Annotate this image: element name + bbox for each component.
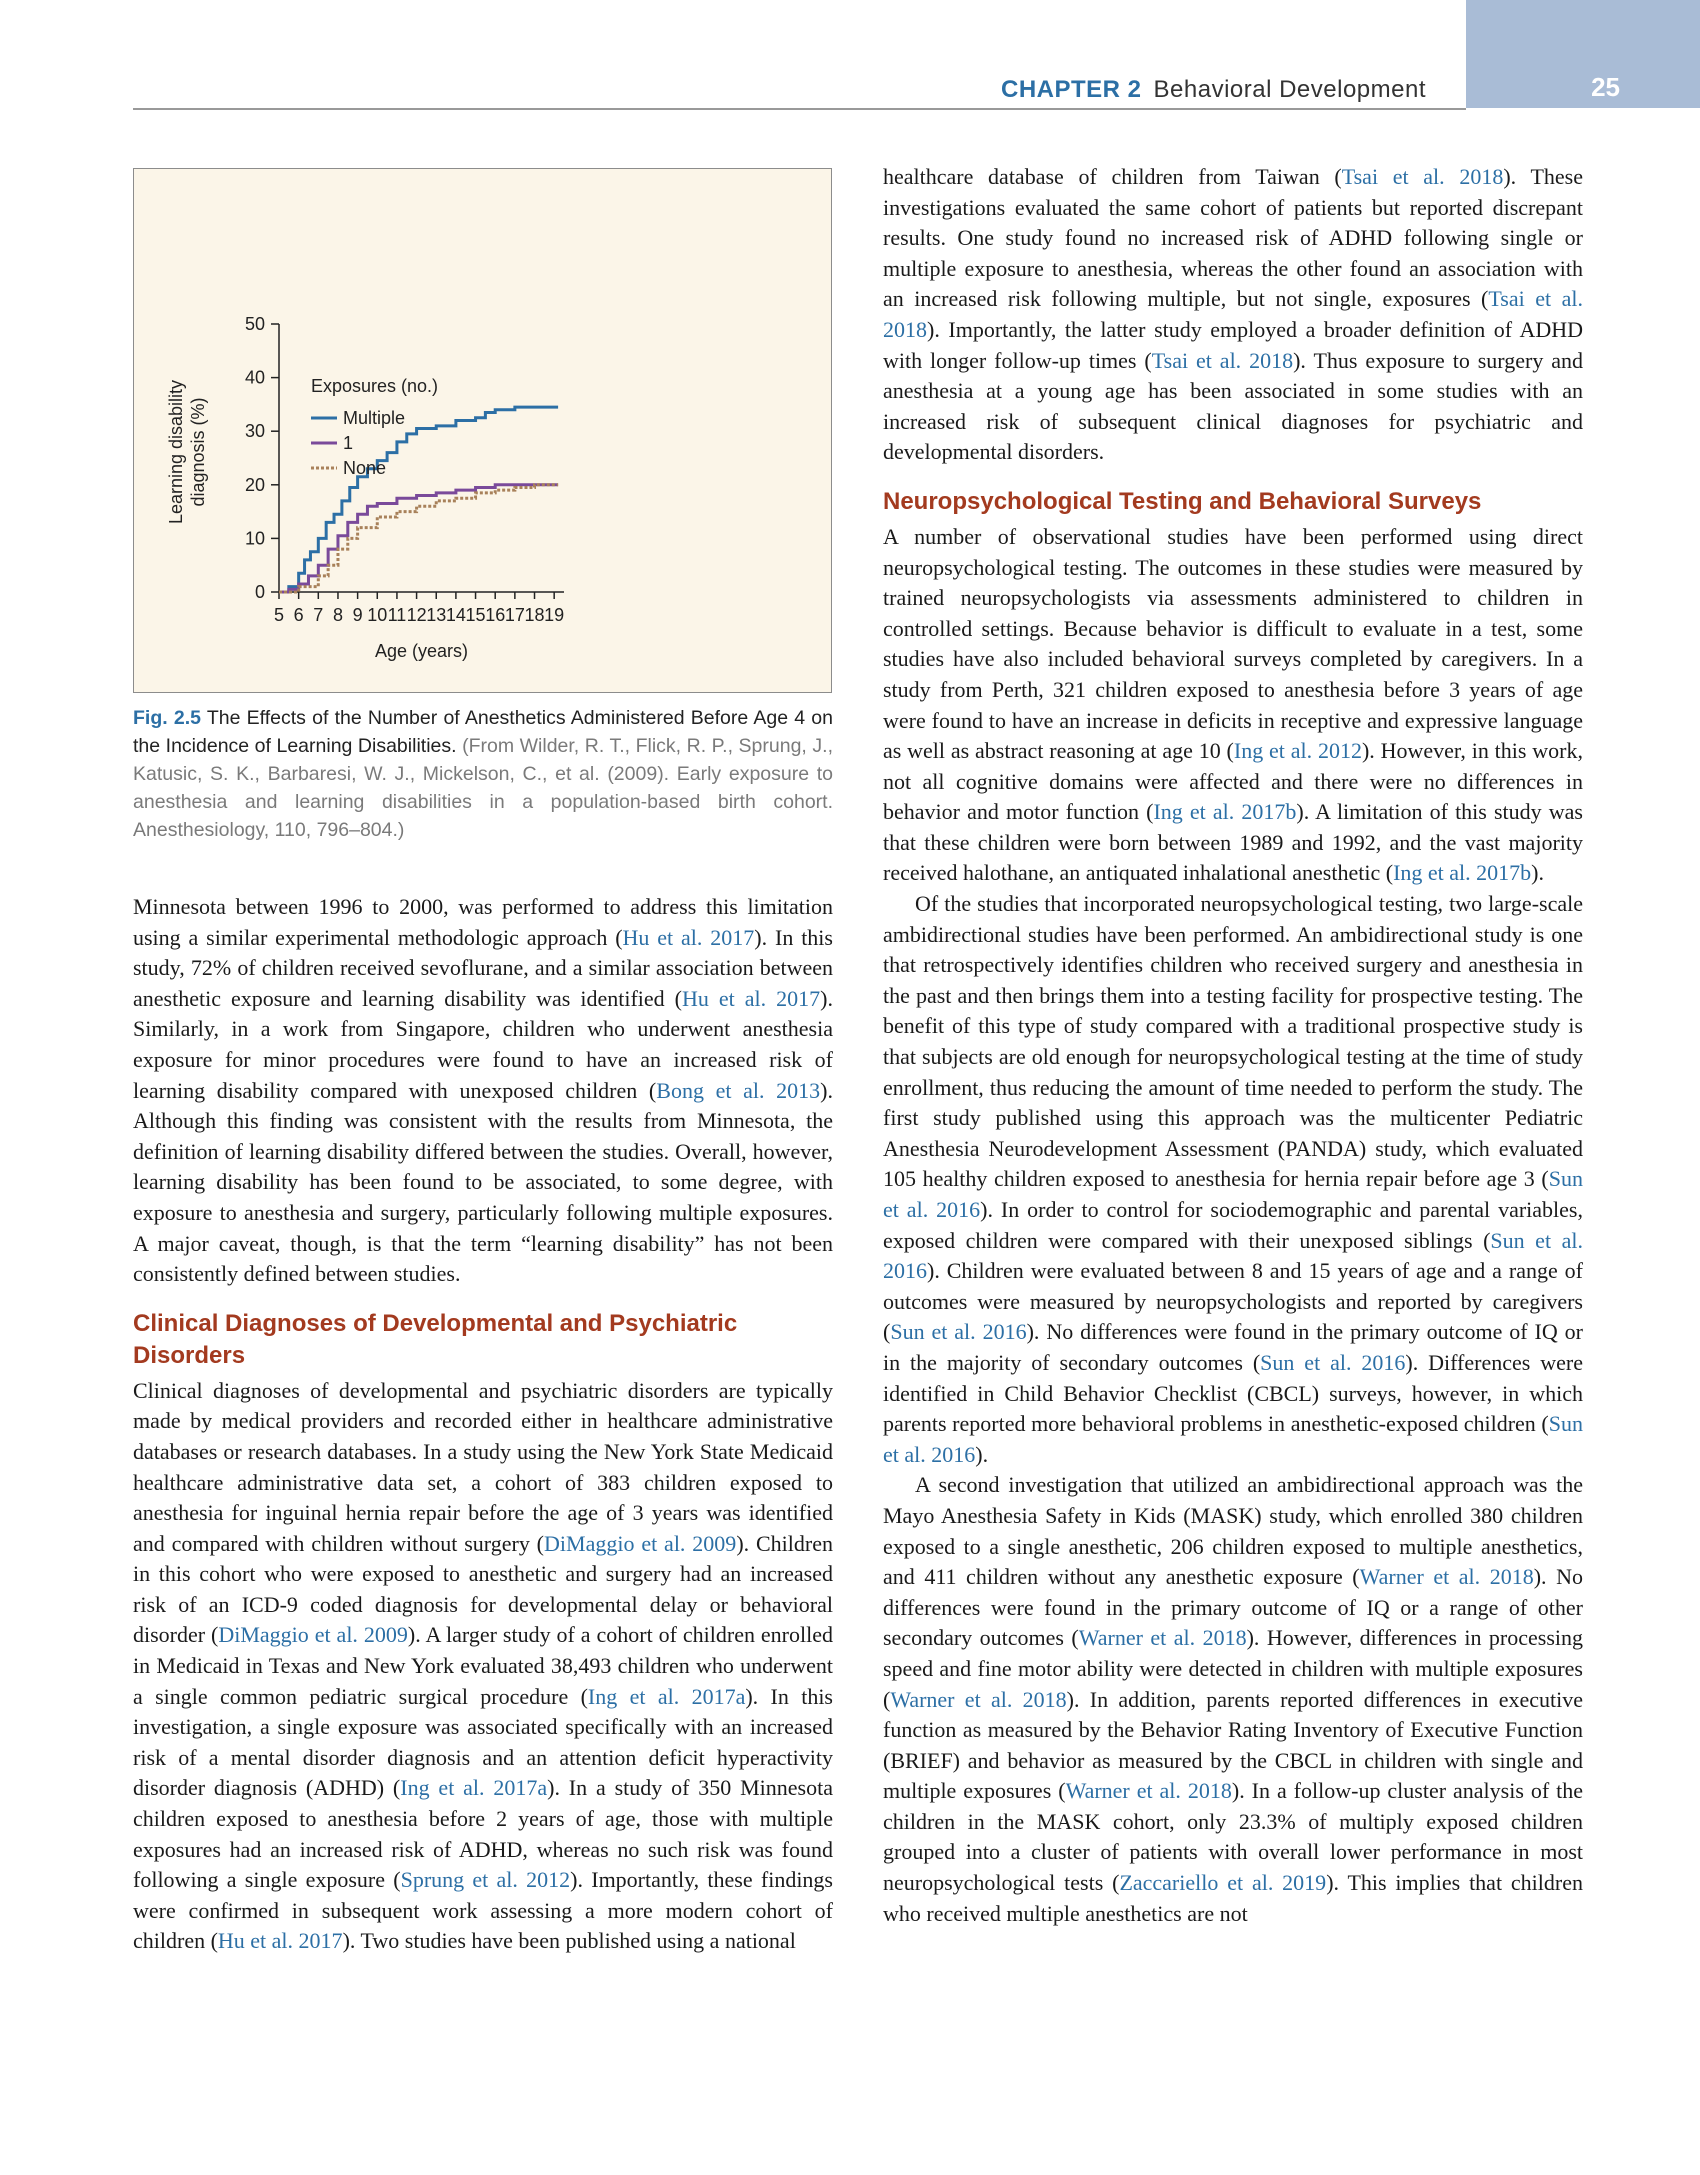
chapter-label: CHAPTER 2 — [1000, 76, 1142, 103]
citation-link[interactable]: Sprung et al. 2012 — [400, 1867, 571, 1893]
y-tick-label: 40 — [244, 367, 265, 388]
text-run: ). Similarly, in a work from Singapore, children who underwent anesthesia exposure for minor procedures were found to have an increased risk of learning disability compared with unexposed children ( — [133, 985, 833, 1103]
citation-link[interactable]: Zaccariello et al. 2019 — [1119, 1870, 1327, 1896]
citation-link[interactable]: DiMaggio et al. 2009 — [544, 1530, 737, 1556]
text-run: ). Importantly, these findings were confirmed in subsequent work assessing a more modern cohort of children ( — [133, 1867, 833, 1954]
citation-link[interactable]: Sun et al. 2016 — [883, 1411, 1583, 1467]
learning-disability-chart — [134, 169, 833, 694]
x-tick-label: 7 — [313, 605, 324, 625]
text-run: ). No differences were found in the primary outcome of IQ or in the majority of secondary outcomes ( — [883, 1319, 1583, 1375]
text-run: ). These investigations evaluated the same cohort of patients but reported discrepant results. One study found no increased risk of ADHD following single or multiple exposure to anesthesia, whereas the other found an association with an increased risk following multiple, but not single, exposures ( — [883, 164, 1583, 312]
text-run: A second investigation that utilized an ambidirectional approach was the Mayo Anesthesia Safety in Kids (MASK) study, which enrolled 380 children exposed to a single anesthetic, 206 children exposed to multiple anesthetics, and 411 children without any anesthetic exposure ( — [883, 1472, 1583, 1590]
citation-link[interactable]: Ing et al. 2017a — [587, 1683, 746, 1709]
citation-link[interactable]: Bong et al. 2013 — [656, 1077, 821, 1103]
text-run: healthcare database of children from Taiwan ( — [883, 164, 1342, 189]
page-number: 25 — [1591, 72, 1620, 102]
text-run: ). A limitation of this study was that these children were born between 1989 and 1992, and the vast majority received halothane, an antiquated inhalational anesthetic ( — [883, 799, 1583, 886]
y-axis-label: Learning disability — [166, 379, 186, 525]
text-run: ). In a follow-up cluster analysis of the children in the MASK cohort, only 23.3% of multiply exposed children grouped into a cluster of patients with overall lower performance in most neuropsychological tests ( — [883, 1778, 1584, 1896]
x-tick-label: 18 — [524, 605, 545, 625]
x-tick-label: 10 — [367, 605, 388, 625]
text-run: ). Although this finding was consistent with the results from Minnesota, the definition of learning disability differed between the studies. Overall, however, learning disability has been found to be associated, to some degree, with exposure to anesthesia and surgery, particularly following multiple exposures. A major caveat, though, is that the term “learning disability” has not been consistently defined between studies. — [133, 1077, 833, 1287]
x-tick-label: 9 — [352, 605, 363, 625]
citation-link[interactable]: Tsai et al. 2018 — [883, 286, 1583, 342]
paragraph — [133, 892, 833, 1290]
x-tick-label: 15 — [465, 605, 486, 625]
page-number-tab — [1466, 0, 1700, 108]
figure-2-5 — [133, 168, 832, 693]
text-run: ). However, in this work, not all cognitive domains were affected and there were no differences in behavior and motor function ( — [883, 738, 1583, 825]
text-run: Clinical diagnoses of developmental and psychiatric disorders are typically made by medical providers and recorded either in healthcare administrative databases or research databases. In a study using the New York State Medicaid healthcare administrative data set, a cohort of 383 children exposed to anesthesia for inguinal hernia repair before the age of 3 years was identified and compared with children without surgery ( — [133, 1377, 833, 1556]
section-heading-clinical-diagnoses: Clinical Diagnoses of Developmental and Psychiatric Disorders — [133, 1309, 738, 1369]
citation-link[interactable]: Ing et al. 2012 — [1233, 738, 1362, 764]
text-run: ). In this investigation, a single exposure was associated specifically with an increased risk of a mental disorder diagnosis and an attention deficit hyperactivity disorder diagnosis (ADHD) ( — [133, 1683, 833, 1801]
y-tick-label: 20 — [244, 474, 265, 495]
caption-label: Fig. 2.5 — [133, 707, 201, 729]
citation-link[interactable]: Ing et al. 2017b — [1393, 860, 1532, 886]
right-column — [883, 162, 1583, 1929]
y-tick-label: 30 — [244, 421, 265, 442]
x-tick-label: 14 — [445, 605, 466, 625]
text-run: ). This implies that children who received multiple anesthetics are not — [883, 1870, 1583, 1926]
legend-label: 1 — [343, 433, 354, 453]
citation-link[interactable]: Sun et al. 2016 — [883, 1166, 1583, 1222]
section-heading-neuropsychological-testing: Neuropsychological Testing and Behavioral Surveys — [883, 487, 1482, 515]
text-run: ). — [975, 1441, 989, 1467]
x-tick-label: 5 — [273, 605, 285, 625]
x-tick-label: 8 — [332, 605, 343, 625]
x-tick-label: 6 — [293, 605, 304, 625]
text-run: ). Two studies have been published using a national — [342, 1928, 796, 1954]
paragraph — [883, 889, 1583, 1470]
x-tick-label: 11 — [387, 605, 407, 625]
text-run: ). Children in this cohort who were exposed to anesthetic and surgery had an increased risk of an ICD-9 coded diagnosis for developmental delay or behavioral disorder ( — [133, 1530, 833, 1648]
text-run: ). Thus exposure to surgery and anesthesia at a young age has been associated in some studies with an increased risk of subsequent clinical diagnoses for psychiatric and developmental disorders. — [883, 347, 1583, 465]
text-run: Of the studies that incorporated neuropsychological testing, two large-scale ambidirectional studies have been performed. An ambidirectional study is one that retrospectively identifies children who received surgery and anesthesia in the past and then brings them into a testing facility for prospective testing. The benefit of this type of study compared with a traditional prospective study is that subjects are old enough for neuropsychological testing at the time of study enrollment, thus reducing the amount of time needed to perform the study. The first study published using this approach was the multicenter Pediatric Anesthesia Neurodevelopment Assessment (PANDA) study, which evaluated 105 healthy children exposed to anesthesia for hernia repair before age 3 ( — [883, 891, 1583, 1192]
paragraph — [883, 162, 1583, 468]
x-axis-label: Age (years) — [374, 641, 469, 661]
y-tick-label: 50 — [244, 314, 265, 334]
citation-link[interactable]: Sun et al. 2016 — [883, 1227, 1583, 1284]
x-tick-label: 12 — [406, 605, 427, 625]
citation-link[interactable]: Warner et al. 2018 — [1065, 1778, 1232, 1804]
citation-link[interactable]: Warner et al. 2018 — [890, 1686, 1067, 1712]
text-run: ). — [1531, 860, 1544, 886]
citation-link[interactable]: Hu et al. 2017 — [622, 924, 755, 950]
header-rule — [133, 108, 1466, 110]
legend-label: None — [343, 458, 387, 478]
paragraph — [883, 1470, 1583, 1929]
text-run: ). No differences were found in the primary outcome of IQ or a range of other secondary outcomes ( — [883, 1564, 1583, 1651]
legend-title: Exposures (no.) — [311, 376, 439, 396]
text-run: ). A larger study of a cohort of children enrolled in Medicaid in Texas and New York evaluated 38,493 children who underwent a single common pediatric surgical procedure ( — [133, 1622, 833, 1709]
left-column — [133, 892, 833, 1957]
x-tick-label: 13 — [426, 605, 447, 625]
citation-link[interactable]: Tsai et al. 2018 — [1341, 164, 1504, 189]
caption-title: The Effects of the Number of Anesthetics Administered Before Age 4 on the Incidence of Learning Disabilities. — [133, 707, 834, 757]
caption-source: (From Wilder, R. T., Flick, R. P., Sprung, J., Katusic, S. K., Barbaresi, W. J., Mickelson, C., et al. (2009). Early exposure to anesthesia and learning disabilities in a population-based birth cohort. Anesthesiology, 110, 796–804.) — [133, 735, 833, 841]
text-run: Minnesota between 1996 to 2000, was performed to address this limitation using a similar experimental methodologic approach ( — [133, 894, 833, 950]
paragraph — [133, 1376, 833, 1957]
running-header — [1001, 76, 1426, 104]
citation-link[interactable]: Ing et al. 2017a — [400, 1775, 548, 1801]
citation-link[interactable]: DiMaggio et al. 2009 — [218, 1622, 408, 1648]
text-run: ). Importantly, the latter study employed a broader definition of ADHD with longer follow-up times ( — [883, 316, 1583, 373]
legend-label: Multiple — [343, 408, 406, 428]
citation-link[interactable]: Sun et al. 2016 — [1260, 1349, 1406, 1375]
text-run: ). Differences were identified in Child Behavior Checklist (CBCL) surveys, however, in which parents reported more behavioral problems in anesthetic-exposed children ( — [883, 1349, 1583, 1437]
y-tick-label: 10 — [244, 528, 265, 549]
y-axis-label: diagnosis (%) — [188, 397, 208, 507]
text-run: ). Children were evaluated between 8 and 15 years of age and a range of outcomes were measured by neuropsychologists and reported by caregivers ( — [883, 1258, 1583, 1345]
citation-link[interactable]: Hu et al. 2017 — [682, 985, 821, 1011]
citation-link[interactable]: Warner et al. 2018 — [1359, 1564, 1534, 1590]
text-run: ). In this study, 72% of children received sevoflurane, and a similar association between anesthetic exposure and learning disability was identified ( — [133, 924, 833, 1011]
text-run: ). However, differences in processing speed and fine motor ability were detected in children with multiple exposures ( — [883, 1625, 1584, 1712]
text-run: ). In order to control for sociodemographic and parental variables, exposed children were compared with their unexposed siblings ( — [883, 1197, 1583, 1253]
citation-link[interactable]: Ing et al. 2017b — [1153, 799, 1297, 825]
x-tick-label: 16 — [485, 605, 506, 625]
figure-caption — [133, 704, 833, 844]
citation-link[interactable]: Tsai et al. 2018 — [1151, 347, 1294, 373]
text-run: A number of observational studies have been performed using direct neuropsychological testing. The outcomes in these studies were measured by trained neuropsychologists via assessments administered to children in controlled settings. Because behavior is difficult to evaluate in a test, some studies have also included behavioral surveys completed by caregivers. In a study from Perth, 321 children exposed to anesthesia before 3 years of age were found to have an increase in deficits in receptive and expressive language as well as abstract reasoning at age 10 ( — [883, 523, 1583, 764]
x-tick-label: 19 — [544, 605, 565, 625]
text-run: ). In a study of 350 Minnesota children exposed to anesthesia before 2 years of age, those with multiple exposures had an increased risk of ADHD, whereas no such risk was found following a single exposure ( — [133, 1775, 833, 1893]
x-tick-label: 17 — [504, 605, 525, 625]
citation-link[interactable]: Sun et al. 2016 — [890, 1319, 1027, 1345]
chapter-title: Behavioral Development — [1153, 76, 1426, 103]
text-run: ). In addition, parents reported differences in executive function as measured by the Behavior Rating Inventory of Executive Function (BRIEF) and behavior as measured by the CBCL in children with single and multiple exposures ( — [883, 1686, 1583, 1804]
citation-link[interactable]: Hu et al. 2017 — [217, 1928, 343, 1954]
citation-link[interactable]: Warner et al. 2018 — [1078, 1625, 1247, 1651]
paragraph — [883, 522, 1583, 889]
y-tick-label: 0 — [254, 582, 265, 602]
